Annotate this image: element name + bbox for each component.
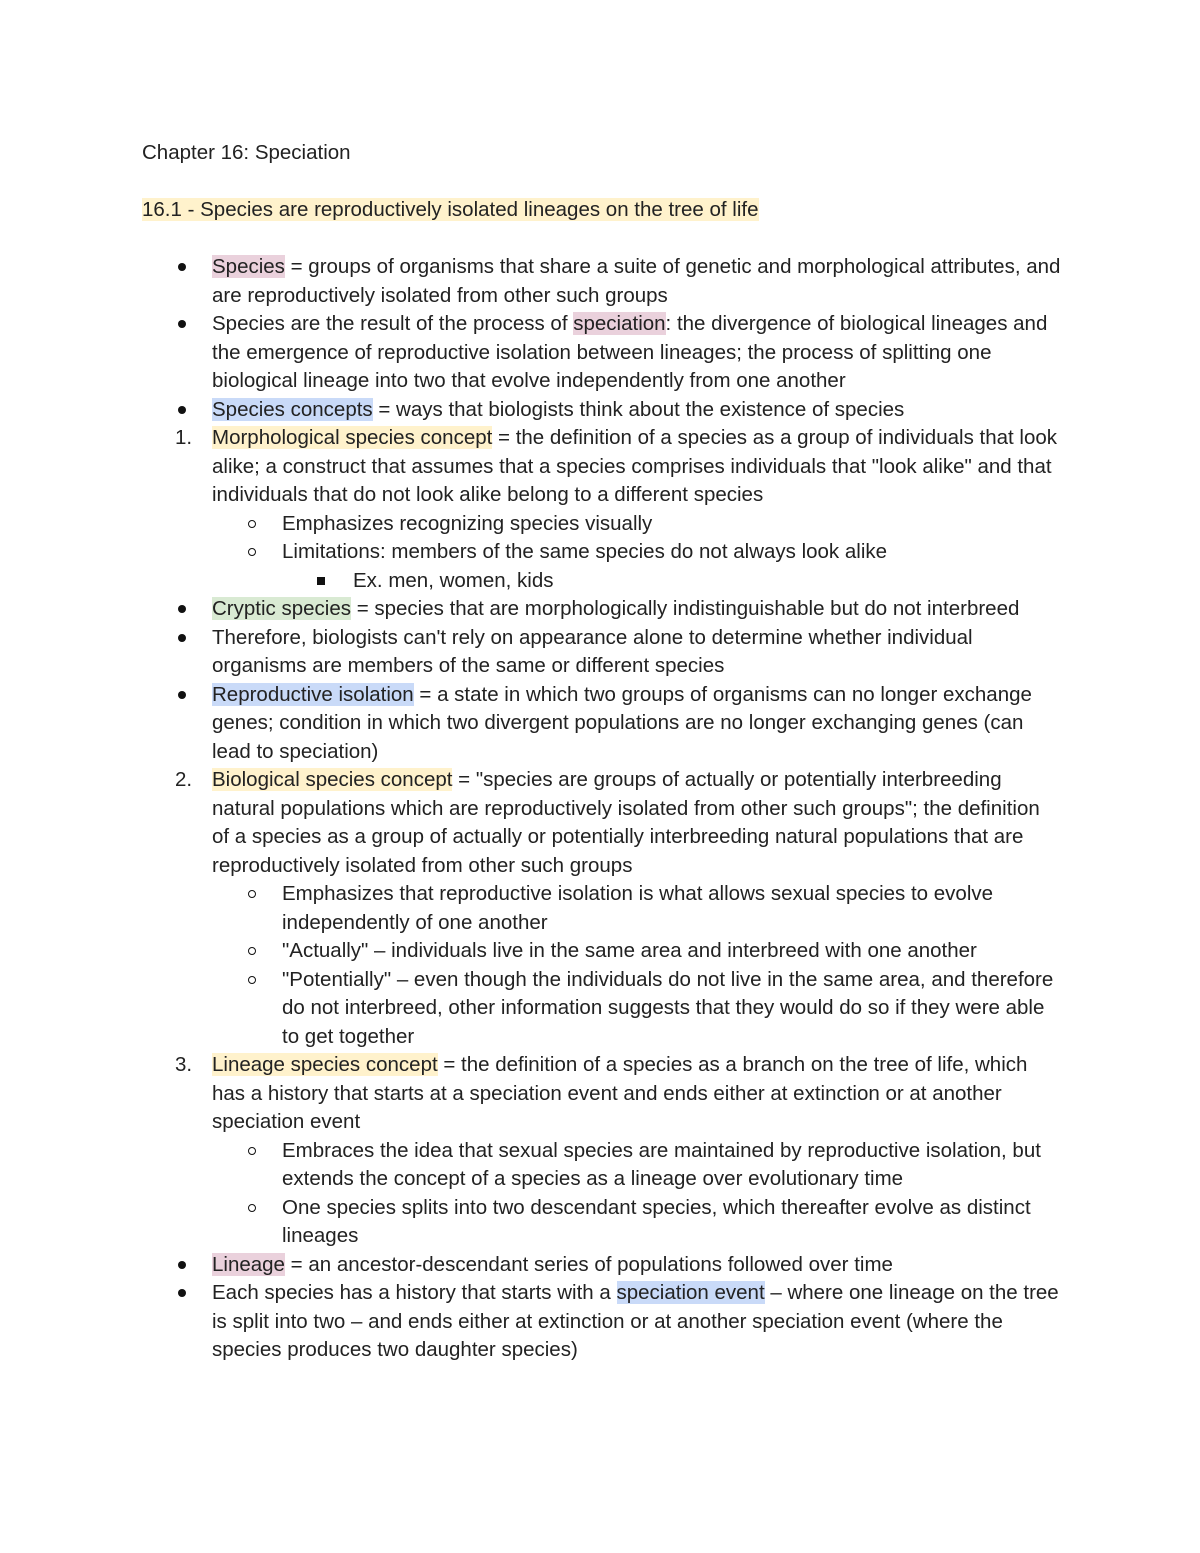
bullet-marker xyxy=(178,1279,186,1308)
term-speciation-event: speciation event xyxy=(616,1281,765,1304)
definition-text: = "species are groups of actually or potentially interbreeding natural populations which are reproductively isolated from other such groups"; the definition of a species as a group of actually or potentially interbreeding natural populations that are reproductively isolated from other such groups xyxy=(212,768,1040,877)
sub-bullet xyxy=(142,538,1062,567)
sub-bullet xyxy=(142,1194,1062,1251)
circle-bullet-marker xyxy=(248,937,256,966)
circle-bullet-marker xyxy=(248,510,256,539)
term-biological-species-concept: Biological species concept xyxy=(212,768,453,791)
sub-sub-bullet xyxy=(142,567,1062,596)
chapter-title: Chapter 16: Speciation xyxy=(142,141,351,164)
number-marker: 3. xyxy=(175,1053,193,1076)
definition-text: = the definition of a species as a branch on the tree of life, which has a history that starts at a speciation event and ends either at extinction or at another speciation event xyxy=(212,1053,1028,1133)
square-bullet-marker xyxy=(317,567,325,596)
spacer xyxy=(142,168,1062,197)
definition-text: = a state in which two groups of organisms can no longer exchange genes; condition in which two divergent populations are no longer exchanging genes (can lead to speciation) xyxy=(212,682,1032,763)
lead-text: Species are the result of the process of xyxy=(212,312,574,335)
term-reproductive-isolation: Reproductive isolation xyxy=(212,682,414,706)
sub-bullet-text: Emphasizes recognizing species visually xyxy=(282,511,653,535)
bullet-lineage xyxy=(142,1251,1062,1280)
term-morphological-species-concept: Morphological species concept xyxy=(212,426,493,449)
sub-bullet-text: Limitations: members of the same species do not always look alike xyxy=(282,540,888,563)
sub-bullet-text: "Actually" – individuals live in the same area and interbreed with one another xyxy=(282,939,977,962)
definition-text: = groups of organisms that share a suite of genetic and morphological attributes, and are reproductively isolated from other such groups xyxy=(212,255,1061,307)
term-cryptic-species: Cryptic species xyxy=(212,597,351,620)
bullet-appearance xyxy=(142,624,1062,681)
bullet-marker xyxy=(178,624,186,653)
term-species-concepts: Species concepts xyxy=(212,397,373,421)
sub-bullet-text: Embraces the idea that sexual species are maintained by reproductive isolation, but extends the concept of a species as a lineage over evolutionary time xyxy=(282,1138,1041,1190)
definition-text: = an ancestor-descendant series of populations followed over time xyxy=(284,1252,893,1276)
spacer xyxy=(142,225,1062,254)
sub-sub-bullet-text: Ex. men, women, kids xyxy=(353,568,554,592)
bullet-species-concepts xyxy=(142,396,1062,425)
circle-bullet-marker xyxy=(248,1137,256,1166)
definition-text: = the definition of a species as a group of individuals that look alike; a construct that assumes that a species comprises individuals that "look alike" and that individuals that do not look alike belong to a different species xyxy=(212,426,1058,506)
circle-bullet-marker xyxy=(248,538,256,567)
circle-bullet-marker xyxy=(248,966,256,995)
bullet-cryptic-species xyxy=(142,595,1062,624)
sub-bullet xyxy=(142,937,1062,966)
definition-text: : the divergence of biological lineages and the emergence of reproductive isolation between lineages; the process of splitting one biological lineage into two that evolve independently from one another xyxy=(212,312,1048,392)
section-heading-line xyxy=(142,196,1062,225)
bullet-speciation-event xyxy=(142,1279,1062,1365)
numbered-lineage-concept xyxy=(142,1051,1062,1137)
bullet-marker xyxy=(178,1251,186,1280)
sub-bullet-text: One species splits into two descendant species, which thereafter evolve as distinct lineages xyxy=(282,1195,1031,1247)
number-marker: 2. xyxy=(175,768,193,791)
bullet-marker xyxy=(178,396,186,425)
bullet-marker xyxy=(178,595,186,624)
numbered-biological-concept xyxy=(142,766,1062,880)
term-speciation: speciation xyxy=(573,312,666,335)
numbered-morphological-concept xyxy=(142,424,1062,510)
sub-bullet xyxy=(142,966,1062,1052)
bullet-species-definition xyxy=(142,253,1062,310)
term-lineage: Lineage xyxy=(212,1252,285,1276)
lead-text: Each species has a history that starts with a xyxy=(212,1281,617,1304)
bullet-text: Therefore, biologists can't rely on appearance alone to determine whether individual organisms are members of the same or different species xyxy=(212,625,973,677)
term-lineage-species-concept: Lineage species concept xyxy=(212,1053,438,1076)
definition-text: – where one lineage on the tree is split into two – and ends either at extinction or at another speciation event (where the species produces two daughter species) xyxy=(212,1281,1059,1361)
sub-bullet-text: "Potentially" – even though the individuals do not live in the same area, and therefore do not interbreed, other information suggests that they would do so if they were able to get together xyxy=(282,967,1054,1048)
sub-bullet xyxy=(142,510,1062,539)
number-marker: 1. xyxy=(175,426,193,449)
bullet-speciation xyxy=(142,310,1062,396)
bullet-marker xyxy=(178,253,186,282)
bullet-marker xyxy=(178,310,186,339)
sub-bullet xyxy=(142,880,1062,937)
circle-bullet-marker xyxy=(248,880,256,909)
definition-text: = ways that biologists think about the existence of species xyxy=(372,397,905,421)
bullet-reproductive-isolation xyxy=(142,681,1062,767)
section-heading: 16.1 - Species are reproductively isolated lineages on the tree of life xyxy=(142,198,759,221)
sub-bullet-text: Emphasizes that reproductive isolation is what allows sexual species to evolve independently of one another xyxy=(282,882,994,934)
document-page xyxy=(142,139,1062,1365)
bullet-marker xyxy=(178,681,186,710)
term-species: Species xyxy=(212,255,285,278)
sub-bullet xyxy=(142,1137,1062,1194)
circle-bullet-marker xyxy=(248,1194,256,1223)
definition-text: = species that are morphologically indistinguishable but do not interbreed xyxy=(351,597,1020,620)
